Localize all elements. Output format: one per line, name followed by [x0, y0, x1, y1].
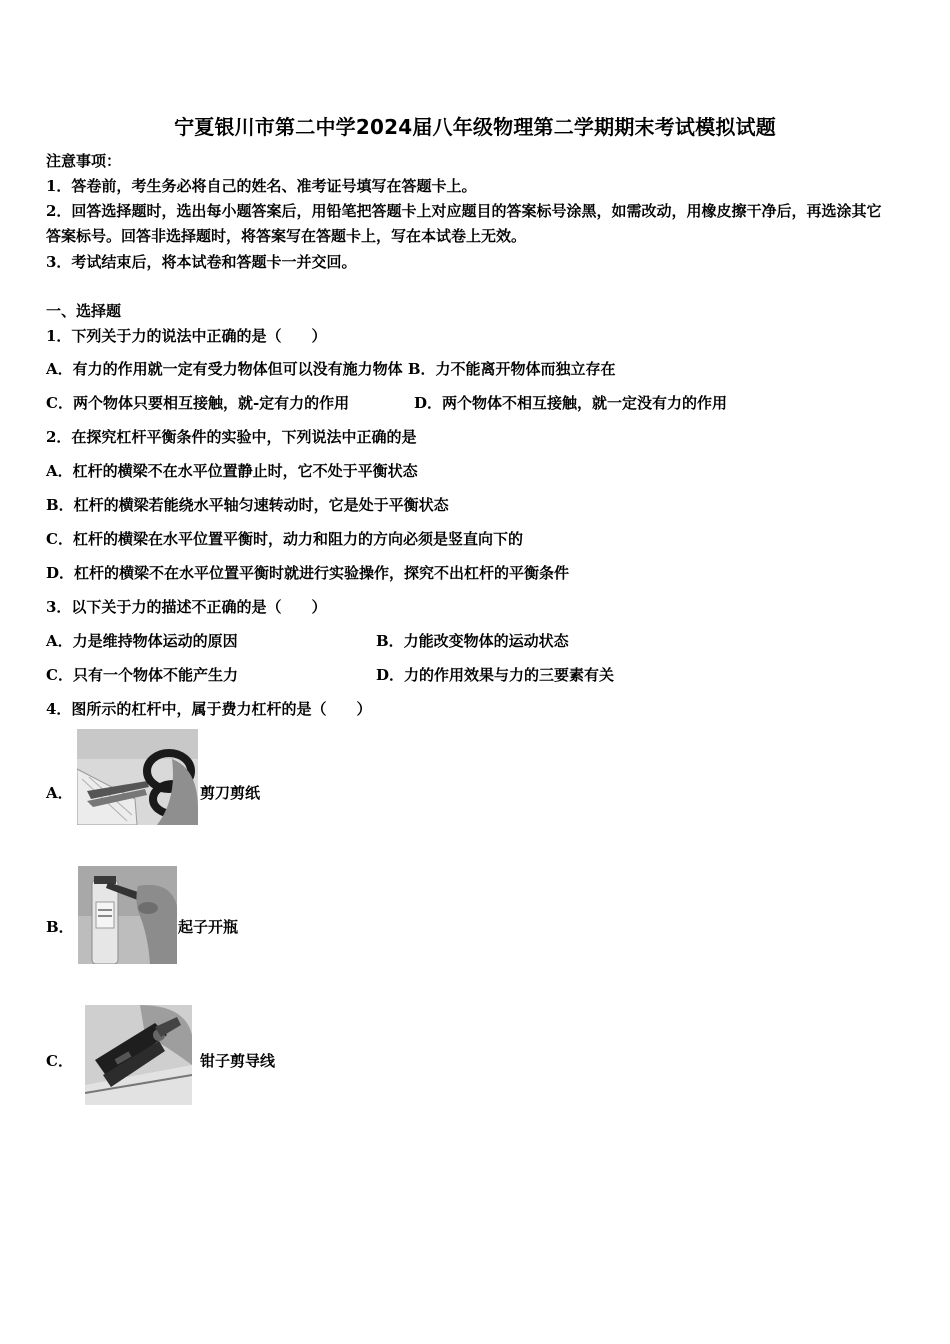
- q3-option-a: A．力是维持物体运动的原因: [46, 632, 238, 650]
- notice-item-3: 3．考试结束后，将本试卷和答题卡一并交回。: [46, 253, 357, 271]
- notice-heading: 注意事项：: [46, 152, 122, 170]
- q3-option-b: B．力能改变物体的运动状态: [376, 632, 569, 650]
- notice-item-1: 1．答卷前，考生务必将自己的姓名、准考证号填写在答题卡上。: [46, 177, 477, 195]
- notice-item-2: 2．回答选择题时，选出每小题答案后，用铅笔把答题卡上对应题目的答案标号涂黑，如需改动，用橡皮擦干净后，再选涂其它答案标号。回答非选择题时，将答案写在答题卡上，写在本试卷上无效。: [46, 202, 882, 245]
- q2-option-a: A．杠杆的横梁不在水平位置静止时，它不处于平衡状态: [46, 462, 418, 480]
- pliers-icon: [85, 1005, 192, 1105]
- q2-option-d: D．杠杆的横梁不在水平位置平衡时就进行实验操作，探究不出杠杆的平衡条件: [46, 564, 570, 582]
- q3-stem: 3．以下关于力的描述不正确的是（ ）: [46, 598, 327, 616]
- q3-option-d: D．力的作用效果与力的三要素有关: [376, 666, 615, 684]
- q4-option-c-caption: 钳子剪导线: [200, 1052, 276, 1070]
- q3-option-c: C．只有一个物体不能产生力: [46, 666, 238, 684]
- scissors-photo: [77, 729, 198, 825]
- q2-stem: 2．在探究杠杆平衡条件的实验中，下列说法中正确的是: [46, 428, 417, 446]
- q1-stem: 1．下列关于力的说法中正确的是（ ）: [46, 327, 327, 345]
- q4-option-a-caption: 剪刀剪纸: [200, 784, 261, 802]
- q1-option-c: C．两个物体只要相互接触，就-定有力的作用: [46, 394, 350, 412]
- pliers-photo: [85, 1005, 192, 1105]
- q4-option-b-caption: 起子开瓶: [178, 918, 239, 936]
- section-heading: 一、选择题: [46, 302, 122, 320]
- q4-option-c-letter: C．: [46, 1052, 73, 1070]
- bottle-opener-icon: [78, 866, 177, 964]
- q4-option-a-letter: A．: [46, 784, 73, 802]
- scissors-icon: [77, 729, 198, 825]
- exam-title: 宁夏银川市第二中学2024届八年级物理第二学期期末考试模拟试题: [174, 115, 776, 139]
- q1-option-d: D．两个物体不相互接触，就一定没有力的作用: [414, 394, 728, 412]
- q2-option-c: C．杠杆的横梁在水平位置平衡时，动力和阻力的方向必须是竖直向下的: [46, 530, 523, 548]
- q2-option-b: B．杠杆的横梁若能绕水平轴匀速转动时，它是处于平衡状态: [46, 496, 449, 514]
- q4-stem: 4．图所示的杠杆中，属于费力杠杆的是（ ）: [46, 700, 372, 718]
- q4-option-b-letter: B．: [46, 918, 74, 936]
- bottle-opener-photo: [78, 866, 177, 964]
- q1-option-a-b: A．有力的作用就一定有受力物体但可以没有施力物体 B．力不能离开物体而独立存在: [46, 360, 616, 378]
